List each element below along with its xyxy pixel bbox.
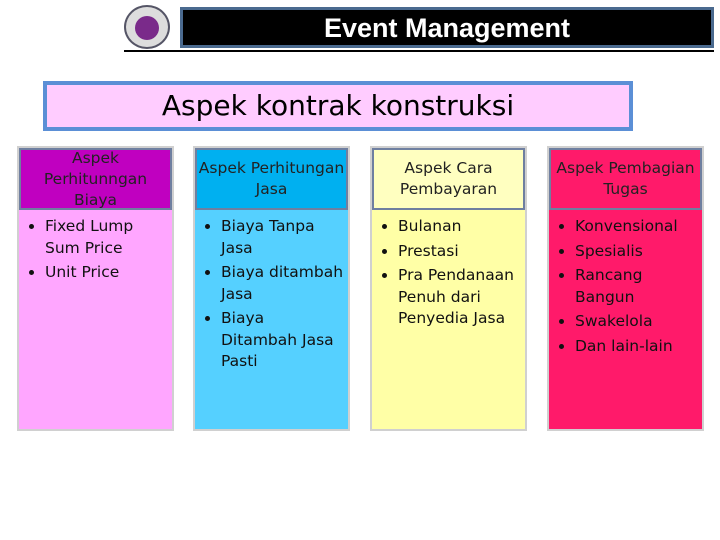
list-item: • Bulanan: [398, 216, 521, 238]
aspect-column: [17, 146, 174, 431]
column-header: [372, 148, 525, 210]
list-item: • Prestasi: [398, 241, 521, 263]
list-item: • Pra Pendanaan Penuh dari Penyedia Jasa: [398, 265, 521, 330]
list-item: • Rancang Bangun: [575, 265, 698, 308]
list-item: • Biaya Tanpa Jasa: [221, 216, 344, 259]
column-title: Aspek Perhitungan Jasa: [198, 159, 345, 198]
column-title: Aspek Perhitunngan Biaya: [43, 148, 148, 209]
list-item: • Konvensional: [575, 216, 698, 238]
column-title: Aspek Pembagian Tugas: [556, 159, 695, 198]
list-item: • Unit Price: [45, 262, 168, 284]
column-header: [19, 148, 172, 210]
aspect-column: [193, 146, 350, 431]
university-logo: [124, 5, 170, 49]
column-body: [372, 210, 525, 330]
list-item: • Swakelola: [575, 311, 698, 333]
list-item: • Fixed Lump Sum Price: [45, 216, 168, 259]
aspect-column: [370, 146, 527, 431]
section-title: Aspek kontrak konstruksi: [43, 81, 633, 131]
list-item: • Dan lain-lain: [575, 336, 698, 358]
column-body: [19, 210, 172, 284]
page-title: Event Management: [180, 7, 714, 48]
column-body: [195, 210, 348, 373]
column-body: [549, 210, 702, 357]
header-divider: [124, 50, 714, 52]
list-item: • Biaya Ditambah Jasa Pasti: [221, 308, 344, 373]
list-item: • Spesialis: [575, 241, 698, 263]
list-item: • Biaya ditambah Jasa: [221, 262, 344, 305]
aspect-column: [547, 146, 704, 431]
column-header: [549, 148, 702, 210]
column-header: [195, 148, 348, 210]
column-title: Aspek Cara Pembayaran: [399, 159, 498, 198]
